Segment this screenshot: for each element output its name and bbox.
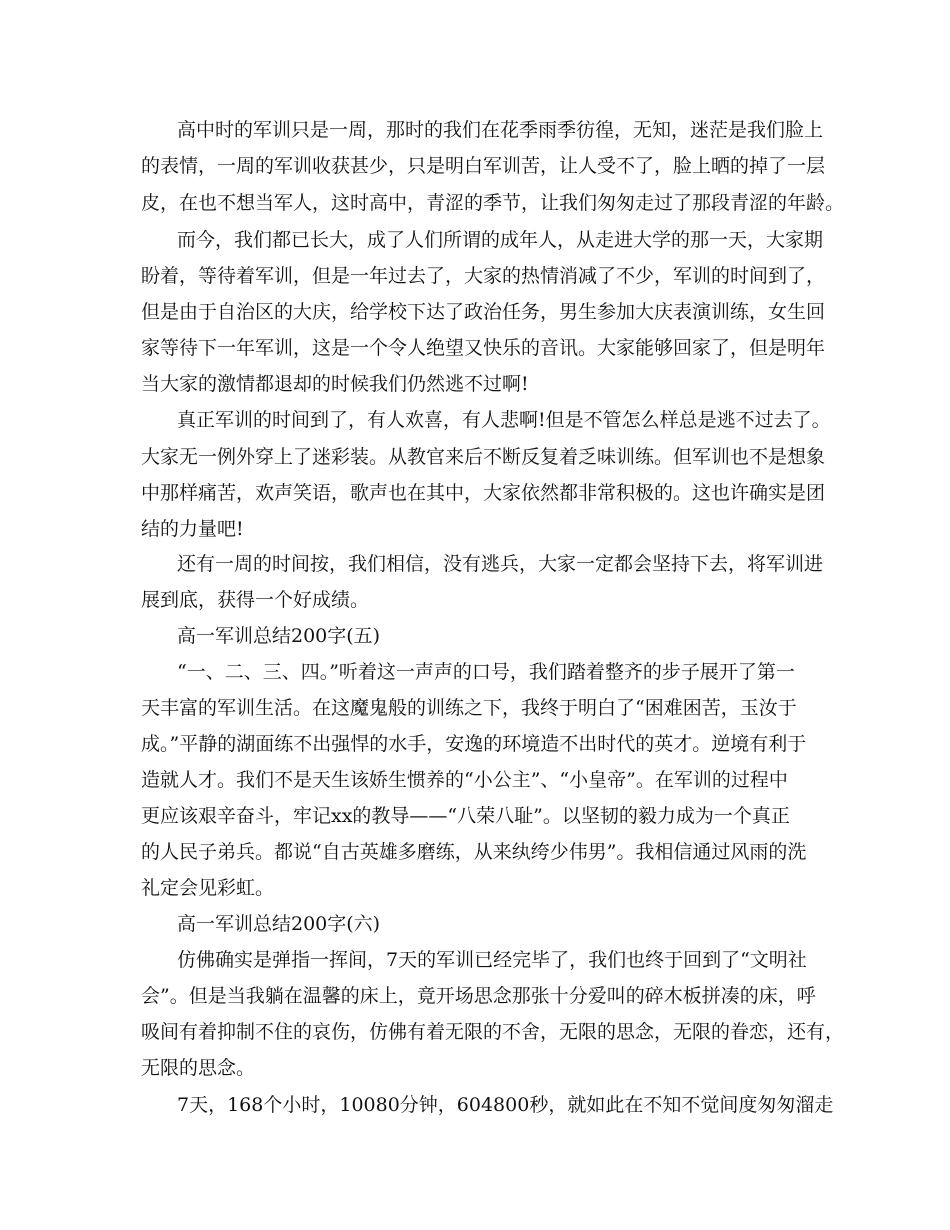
- paragraph-line: 7天，168个小时，10080分钟，604800秒，就如此在不知不觉间度匆匆溜走: [177, 1094, 834, 1116]
- paragraph-line: 会”。但是当我躺在温馨的床上，竟开场思念那张十分爱叫的碎木板拼凑的床，呼: [141, 985, 816, 1007]
- paragraph-line: 天丰富的军训生活。在这魔鬼般的训练之下，我终于明白了“困难困苦，玉汝于: [141, 697, 797, 719]
- paragraph-line: 真正军训的时间到了，有人欢喜，有人悲啊!但是不管怎么样总是逃不过去了。: [177, 409, 831, 431]
- paragraph-line: 而今，我们都已长大，成了人们所谓的成年人，从走进大学的那一天，大家期: [177, 229, 824, 251]
- paragraph-line: 皮，在也不想当军人，这时高中，青涩的季节，让我们匆匆走过了那段青涩的年龄。: [141, 192, 845, 214]
- section-heading: 高一军训总结200字(六): [177, 913, 381, 935]
- paragraph-line: 家等待下一年军训，这是一个令人绝望又快乐的音讯。大家能够回家了，但是明年: [141, 337, 826, 359]
- section-heading: 高一军训总结200字(五): [177, 625, 381, 647]
- paragraph-line: 展到底，获得一个好成绩。: [141, 589, 370, 611]
- paragraph-line: 的表情，一周的军训收获甚少，只是明白军训苦，让人受不了，脸上晒的掉了一层: [141, 155, 826, 177]
- paragraph-line: 中那样痛苦，欢声笑语，歌声也在其中，大家依然都非常积极的。这也许确实是团: [141, 482, 826, 504]
- paragraph-line: 仿佛确实是弹指一挥间，7天的军训已经完毕了，我们也终于回到了“文明社: [177, 949, 807, 971]
- paragraph-line: 当大家的激情都退却的时候我们仍然逃不过啊!: [141, 373, 529, 395]
- paragraph-line: 礼定会见彩虹。: [141, 877, 275, 899]
- paragraph-line: 结的力量吧!: [141, 518, 244, 540]
- paragraph-line: 但是由于自治区的大庆，给学校下达了政治任务，男生参加大庆表演训练，女生回: [141, 301, 826, 323]
- paragraph-line: 的人民子弟兵。都说“自古英雄多磨练，从来纨绔少伟男”。我相信通过风雨的洗: [141, 841, 807, 863]
- paragraph-line: 还有一周的时间按，我们相信，没有逃兵，大家一定都会坚持下去，将军训进: [177, 553, 824, 575]
- paragraph-line: 造就人才。我们不是天生该娇生惯养的“小公主”、“小皇帝”。在军训的过程中: [141, 769, 788, 791]
- paragraph-line: 无限的思念。: [141, 1057, 256, 1079]
- paragraph-line: 盼着，等待着军训，但是一年过去了，大家的热情消减了不少，军训的时间到了，: [141, 265, 826, 287]
- paragraph-line: 大家无一例外穿上了迷彩装。从教官来后不断反复着乏味训练。但军训也不是想象: [141, 446, 826, 468]
- paragraph-line: 更应该艰辛奋斗，牢记xx的教导——“八荣八耻”。以坚韧的毅力成为一个真正: [141, 805, 790, 827]
- paragraph-line: 高中时的军训只是一周，那时的我们在花季雨季彷徨，无知，迷茫是我们脸上: [177, 119, 824, 141]
- paragraph-line: 成。”平静的湖面练不出强悍的水手，安逸的环境造不出时代的英才。逆境有利于: [141, 733, 807, 755]
- paragraph-line: 吸间有着抑制不住的哀伤，仿佛有着无限的不舍，无限的思念，无限的眷恋，还有，: [141, 1021, 845, 1043]
- paragraph-line: “一、二、三、四。”听着这一声声的口号，我们踏着整齐的步子展开了第一: [177, 661, 795, 683]
